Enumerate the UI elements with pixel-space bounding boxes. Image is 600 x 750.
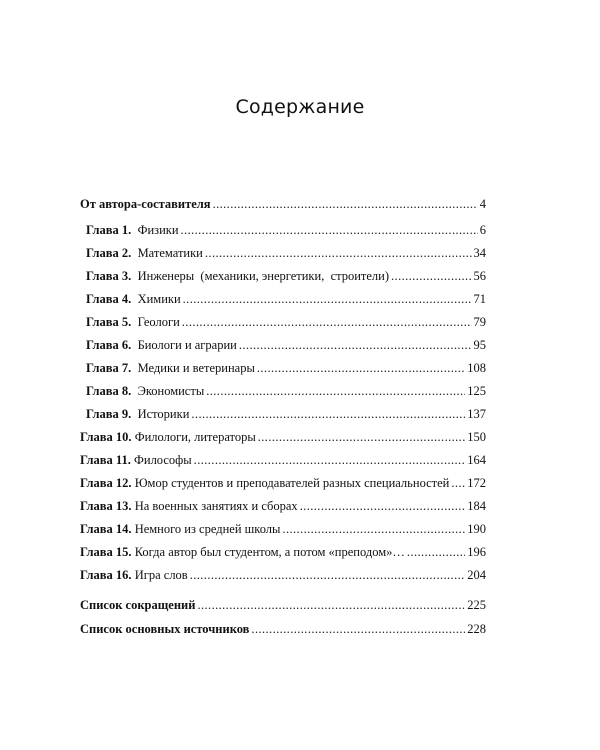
toc-entry-chapter[interactable] bbox=[80, 291, 486, 307]
dot-leader bbox=[391, 268, 471, 284]
chapter-page: 204 bbox=[467, 568, 486, 582]
chapter-number: Глава 13. bbox=[80, 499, 132, 513]
chapter-number: Глава 1. bbox=[86, 223, 132, 237]
chapter-page: 56 bbox=[473, 269, 486, 283]
chapter-title: Физики bbox=[137, 223, 179, 237]
toc-entry-chapter[interactable] bbox=[80, 544, 486, 560]
chapter-page: 125 bbox=[467, 384, 486, 398]
chapter-page: 6 bbox=[479, 223, 486, 237]
chapter-page: 34 bbox=[473, 246, 486, 260]
dot-leader bbox=[407, 544, 465, 560]
chapter-page: 137 bbox=[467, 407, 486, 421]
chapter-page: 196 bbox=[467, 545, 486, 559]
dot-leader bbox=[181, 222, 478, 238]
chapter-title: Игра слов bbox=[134, 568, 188, 582]
chapter-title: Экономисты bbox=[137, 384, 205, 398]
chapter-title: Историки bbox=[137, 407, 190, 421]
chapter-number: Глава 12. bbox=[80, 476, 132, 490]
dot-leader bbox=[190, 567, 466, 583]
chapter-title: Биологи и аграрии bbox=[137, 338, 237, 352]
chapter-number: Глава 9. bbox=[86, 407, 132, 421]
toc-entry-chapter[interactable] bbox=[80, 268, 486, 284]
chapter-title: Медики и ветеринары bbox=[137, 361, 255, 375]
dot-leader bbox=[300, 498, 466, 514]
chapter-number: Глава 6. bbox=[86, 338, 132, 352]
chapter-page: 108 bbox=[467, 361, 486, 375]
dot-leader bbox=[239, 337, 472, 353]
chapter-number: Глава 3. bbox=[86, 269, 132, 283]
toc-entry-intro[interactable] bbox=[80, 196, 486, 212]
toc-entry-chapter[interactable] bbox=[80, 222, 486, 238]
toc-entry-title: От автора-составителя bbox=[80, 197, 211, 211]
chapter-page: 150 bbox=[467, 430, 486, 444]
chapter-title: Когда автор был студентом, а потом «преподом»… bbox=[134, 545, 405, 559]
chapter-number: Глава 4. bbox=[86, 292, 132, 306]
page-title: Содержание bbox=[235, 96, 365, 118]
chapter-number: Глава 15. bbox=[80, 545, 132, 559]
toc-entry-page: 4 bbox=[479, 197, 486, 211]
toc-entry-chapter[interactable] bbox=[80, 406, 486, 422]
chapter-title: Немного из средней школы bbox=[134, 522, 281, 536]
dot-leader bbox=[197, 597, 465, 613]
toc-entry-chapter[interactable] bbox=[80, 521, 486, 537]
dot-leader bbox=[282, 521, 465, 537]
toc-entry-chapter[interactable] bbox=[80, 360, 486, 376]
toc-entry-chapter[interactable] bbox=[80, 567, 486, 583]
dot-leader bbox=[206, 383, 465, 399]
toc-entry-chapter[interactable] bbox=[80, 452, 486, 468]
chapter-page: 95 bbox=[473, 338, 486, 352]
chapter-number: Глава 8. bbox=[86, 384, 132, 398]
chapter-title: Химики bbox=[137, 292, 181, 306]
chapter-page: 164 bbox=[467, 453, 486, 467]
chapter-number: Глава 14. bbox=[80, 522, 132, 536]
dot-leader bbox=[194, 452, 466, 468]
dot-leader bbox=[257, 360, 465, 376]
toc-entry-chapter[interactable] bbox=[80, 475, 486, 491]
chapter-title: Юмор студентов и преподавателей разных специальностей bbox=[134, 476, 450, 490]
toc-entry-abbreviations[interactable] bbox=[80, 597, 486, 613]
chapter-page: 172 bbox=[467, 476, 486, 490]
dot-leader bbox=[205, 245, 472, 261]
dot-leader bbox=[258, 429, 466, 445]
chapter-number: Глава 7. bbox=[86, 361, 132, 375]
chapter-number: Глава 11. bbox=[80, 453, 131, 467]
toc-entry-chapter[interactable] bbox=[80, 314, 486, 330]
toc-entry-chapter[interactable] bbox=[80, 429, 486, 445]
dot-leader bbox=[182, 314, 472, 330]
toc-entry-title: Список основных источников bbox=[80, 622, 250, 636]
chapter-page: 190 bbox=[467, 522, 486, 536]
chapter-number: Глава 5. bbox=[86, 315, 132, 329]
toc-entry-chapter[interactable] bbox=[80, 245, 486, 261]
dot-leader bbox=[251, 621, 465, 637]
chapter-page: 79 bbox=[473, 315, 486, 329]
chapter-number: Глава 16. bbox=[80, 568, 132, 582]
chapter-title: Математики bbox=[137, 246, 203, 260]
toc-entry-page: 225 bbox=[467, 598, 486, 612]
toc-entry-title: Список сокращений bbox=[80, 598, 196, 612]
chapter-page: 71 bbox=[473, 292, 486, 306]
chapter-title: Философы bbox=[134, 453, 192, 467]
dot-leader bbox=[191, 406, 465, 422]
toc-entry-chapter[interactable] bbox=[80, 383, 486, 399]
toc-entry-sources[interactable] bbox=[80, 621, 486, 637]
toc-entry-chapter[interactable] bbox=[80, 498, 486, 514]
chapter-title: На военных занятиях и сборах bbox=[134, 499, 298, 513]
chapter-title: Филологи, литераторы bbox=[134, 430, 256, 444]
toc-entry-page: 228 bbox=[467, 622, 486, 636]
chapter-page: 184 bbox=[467, 499, 486, 513]
chapter-number: Глава 2. bbox=[86, 246, 132, 260]
toc-entry-chapter[interactable] bbox=[80, 337, 486, 353]
chapter-title: Геологи bbox=[137, 315, 180, 329]
dot-leader bbox=[451, 475, 465, 491]
dot-leader bbox=[213, 196, 478, 212]
chapter-number: Глава 10. bbox=[80, 430, 132, 444]
chapter-title: Инженеры (механики, энергетики, строители) bbox=[137, 269, 390, 283]
dot-leader bbox=[183, 291, 472, 307]
